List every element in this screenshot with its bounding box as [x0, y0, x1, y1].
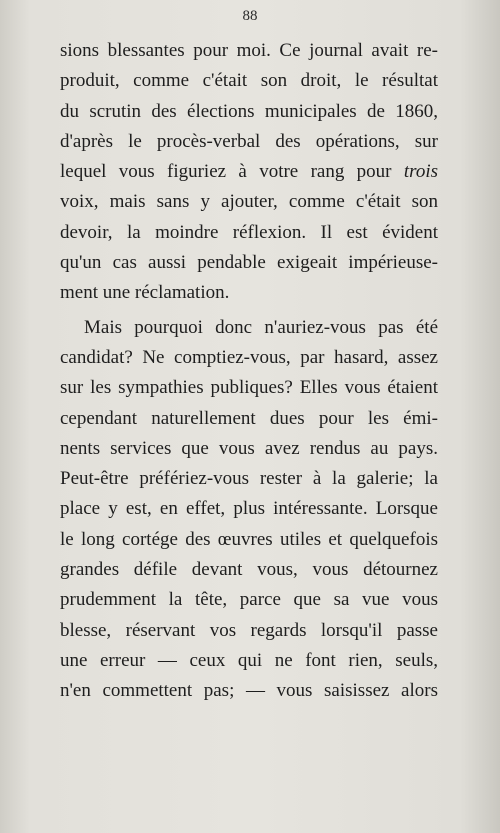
text-line: voix, mais sans y ajouter, comme c'était son — [60, 191, 438, 213]
text-line: nents services que vous avez rendus au pays. — [60, 437, 438, 459]
text-line: le long cortége des œuvres utiles et quelquefois — [60, 528, 438, 550]
text-line: sur les sympathies publiques? Elles vous étaient — [60, 377, 438, 399]
text-line: une erreur — ceux qui ne font rien, seuls, — [60, 649, 438, 671]
text-line: qu'un cas aussi pendable exigeait impérieuse- — [60, 252, 438, 274]
emphasis-word: trois — [403, 161, 438, 183]
text-line: sions blessantes pour moi. Ce journal avait re- — [60, 40, 438, 61]
text-line: cependant naturellement dues pour les émi- — [60, 407, 438, 429]
text-line: produit, comme c'était son droit, le résultat — [60, 70, 438, 92]
text-line: prudemment la tête, parce que sa vue vous — [60, 589, 438, 611]
text-line: candidat? Ne comptiez-vous, par hasard, assez — [60, 346, 438, 368]
text-line: Peut-être préfériez-vous rester à la galerie; la — [60, 468, 438, 490]
text-line: ment une réclamation. — [60, 282, 230, 304]
text-line: d'après le procès-verbal des opérations, sur — [60, 130, 438, 152]
text-line: du scrutin des élections municipales de 1860, — [60, 100, 438, 122]
paragraph-1 — [60, 36, 438, 309]
text-line: Mais pourquoi donc n'auriez-vous pas été — [84, 316, 438, 338]
text-line: place y est, en effet, plus intéressante. Lorsque — [60, 498, 438, 520]
text-line: grandes défile devant vous, vous détournez — [60, 559, 438, 581]
paragraph-2 — [60, 313, 438, 707]
text-line: n'en commettent pas; — vous saisissez alors — [60, 680, 438, 702]
page-number: 88 — [242, 8, 258, 24]
text-run: lequel vous figuriez à votre rang pour — [60, 161, 404, 183]
text-line — [60, 157, 438, 187]
body-text — [60, 36, 438, 707]
text-line: blesse, réservant vos regards lorsqu'il passe — [60, 619, 438, 641]
text-line: devoir, la moindre réflexion. Il est évident — [60, 221, 438, 243]
